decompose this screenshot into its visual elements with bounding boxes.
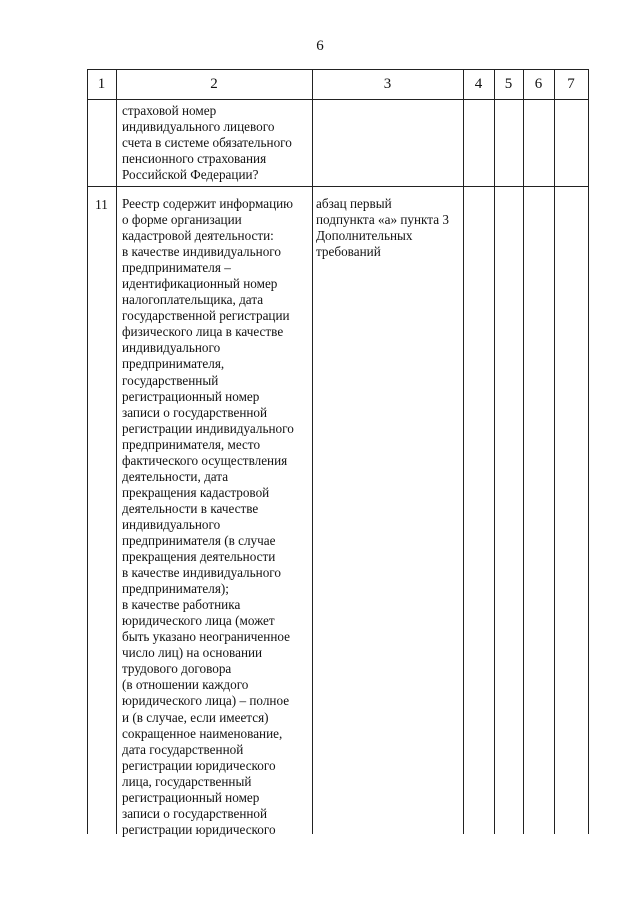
column-header-5: 5 <box>504 76 513 92</box>
row-separator <box>87 186 589 187</box>
table-border-right <box>588 69 589 834</box>
header-row-separator <box>87 99 589 100</box>
column-header-3: 3 <box>383 76 392 92</box>
row-11-reference: абзац первый подпункта «а» пункта 3 Дополнительных требований <box>316 196 449 260</box>
page-number: 6 <box>316 38 324 54</box>
column-header-2: 2 <box>210 76 218 92</box>
column-header-1: 1 <box>97 76 106 92</box>
column-header-6: 6 <box>534 76 543 92</box>
table-border-left <box>87 69 88 834</box>
table-divider <box>463 69 464 834</box>
continuation-row-text: страховой номер индивидуального лицевого счета в системе обязательного пенсионного страхования Российской Федерации? <box>122 103 292 183</box>
column-header-4: 4 <box>474 76 483 92</box>
row-11-description: Реестр содержит информацию о форме организации кадастровой деятельности: в качестве индивидуального предпринимателя – идентификационный номер налогоплательщика, дата государственной регистрации физического лица в качестве индивидуального предпринимателя, государственный регистрационный номер записи о государственной регистрации индивидуального предпринимателя, место фактического осуществления деятельности, дата прекращения кадастровой деятельности в качестве индивидуального предпринимателя (в случае прекращения деятельности в качестве индивидуального предпринимателя); в качестве работника юридического лица (может быть указано неограниченное число лиц) на основании трудового договора (в отношении каждого юридического лица) – полное и (в случае, если имеется) сокращенное наименование, дата государственной регистрации юридического лица, государственный регистрационный номер записи о государственной регистрации юридического <box>122 196 294 837</box>
table-divider <box>312 69 313 834</box>
requirements-table <box>87 69 589 837</box>
table-divider <box>523 69 524 834</box>
table-divider <box>116 69 117 834</box>
table-divider <box>554 69 555 834</box>
row-11-number: 11 <box>95 197 108 212</box>
table-divider <box>494 69 495 834</box>
column-header-7: 7 <box>567 76 575 92</box>
